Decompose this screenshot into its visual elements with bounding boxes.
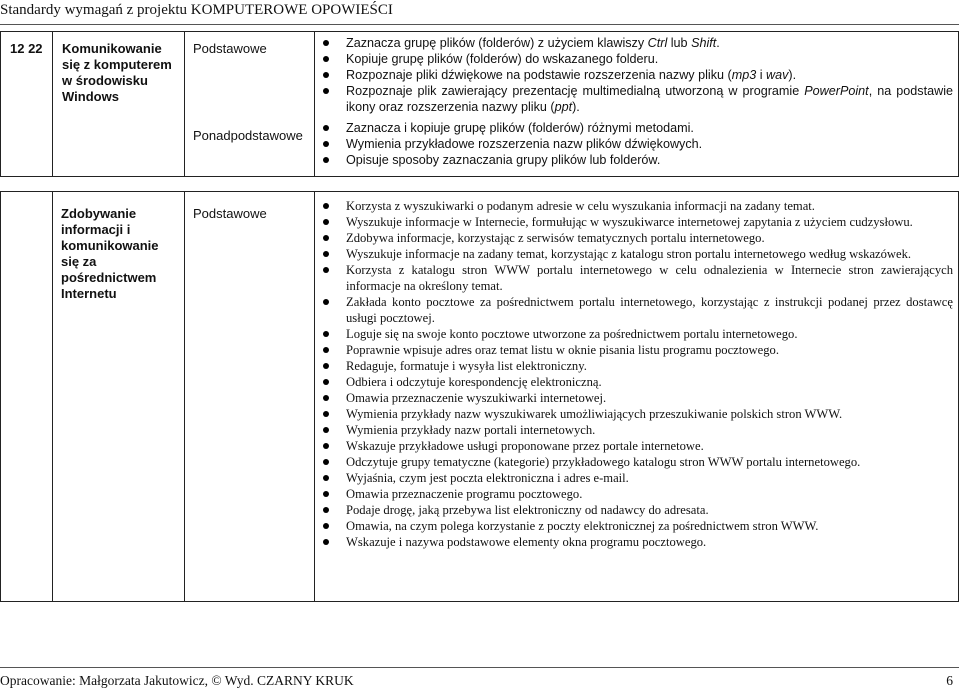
column-divider	[314, 192, 315, 601]
column-divider	[314, 32, 315, 176]
requirement-item: Omawia przeznaczenie programu pocztowego.	[321, 486, 953, 502]
level-label-basic: Podstawowe	[193, 41, 267, 56]
requirement-item: Wymienia przykłady nazw wyszukiwarek umożliwiających przeszukiwanie polskich stron WWW.	[321, 406, 953, 422]
standards-section-internet	[0, 191, 959, 602]
competency-area: Komunikowanie się z komputerem w środowisku Windows	[62, 41, 172, 104]
level-label-basic: Podstawowe	[193, 206, 267, 221]
page-header-title: Standardy wymagań z projektu KOMPUTEROWE OPOWIEŚCI	[0, 2, 393, 18]
requirements-list-basic	[321, 35, 953, 115]
footer-credit: Opracowanie: Małgorzata Jakutowicz, © Wyd. CZARNY KRUK	[0, 673, 354, 688]
requirement-item: Poprawnie wpisuje adres oraz temat listu w oknie pisania listu programu pocztowego.	[321, 342, 953, 358]
requirement-item: Odbiera i odczytuje korespondencję elektroniczną.	[321, 374, 953, 390]
requirement-item: Podaje drogę, jaką przebywa list elektroniczny od nadawcy do adresata.	[321, 502, 953, 518]
requirement-item: Wskazuje i nazywa podstawowe elementy okna programu pocztowego.	[321, 534, 953, 550]
requirement-item: Loguje się na swoje konto pocztowe utworzone za pośrednictwem portalu internetowego.	[321, 326, 953, 342]
requirement-item: Korzysta z katalogu stron WWW portalu internetowego w celu odnalezienia w Internecie stron zawierających informacje na określony temat.	[321, 262, 953, 294]
requirement-item: Wyjaśnia, czym jest poczta elektroniczna i adres e-mail.	[321, 470, 953, 486]
competency-area: Zdobywanie informacji i komunikowanie się za pośrednictwem Internetu	[61, 206, 159, 301]
requirement-item: Zaznacza i kopiuje grupę plików (folderów) różnymi metodami.	[321, 120, 953, 136]
requirement-item: Omawia, na czym polega korzystanie z poczty elektronicznej za pośrednictwem stron WWW.	[321, 518, 953, 534]
requirement-item: Odczytuje grupy tematyczne (kategorie) przykładowego katalogu stron WWW portalu internetowego.	[321, 454, 953, 470]
requirement-item: Wymienia przykładowe rozszerzenia nazw plików dźwiękowych.	[321, 136, 953, 152]
column-divider	[52, 192, 53, 601]
column-divider	[184, 32, 185, 176]
standards-section-windows	[0, 31, 959, 177]
requirement-item: Opisuje sposoby zaznaczania grupy plików lub folderów.	[321, 152, 953, 168]
requirement-item: Wyszukuje informacje w Internecie, formułując w wyszukiwarce internetowej zapytania z użyciem cudzysłowu.	[321, 214, 953, 230]
requirement-item: Wskazuje przykładowe usługi proponowane przez portale internetowe.	[321, 438, 953, 454]
requirement-item: Redaguje, formatuje i wysyła list elektroniczny.	[321, 358, 953, 374]
column-divider	[184, 192, 185, 601]
page-number: 6	[946, 673, 953, 688]
requirement-item: Zdobywa informacje, korzystając z serwisów tematycznych portalu internetowego.	[321, 230, 953, 246]
requirement-item: Korzysta z wyszukiwarki o podanym adresie w celu wyszukania informacji na zadany temat.	[321, 198, 953, 214]
requirement-item: Rozpoznaje pliki dźwiękowe na podstawie rozszerzenia nazwy pliku (mp3 i wav).	[321, 67, 953, 83]
column-divider	[52, 32, 53, 176]
header-divider	[0, 24, 959, 25]
requirement-item: Wyszukuje informacje na zadany temat, korzystając z katalogu stron portalu internetowego według wskazówek.	[321, 246, 953, 262]
requirements-list-internet	[321, 198, 953, 550]
footer-divider	[0, 667, 959, 668]
requirement-item: Kopiuje grupę plików (folderów) do wskazanego folderu.	[321, 51, 953, 67]
requirement-item: Zakłada konto pocztowe za pośrednictwem portalu internetowego, korzystając z instrukcji podanej przez dostawcę usługi pocztowej.	[321, 294, 953, 326]
requirement-item: Omawia przeznaczenie wyszukiwarki internetowej.	[321, 390, 953, 406]
requirements-list-advanced	[321, 120, 953, 168]
requirement-item: Rozpoznaje plik zawierający prezentację multimedialną utworzoną w programie PowerPoint, na podstawie ikony oraz rozszerzenia nazwy pliku (ppt).	[321, 83, 953, 115]
lesson-number: 12 22	[10, 41, 43, 56]
requirement-item: Wymienia przykłady nazw portali internetowych.	[321, 422, 953, 438]
requirement-item: Zaznacza grupę plików (folderów) z użyciem klawiszy Ctrl lub Shift.	[321, 35, 953, 51]
level-label-advanced: Ponadpodstawowe	[193, 128, 303, 143]
